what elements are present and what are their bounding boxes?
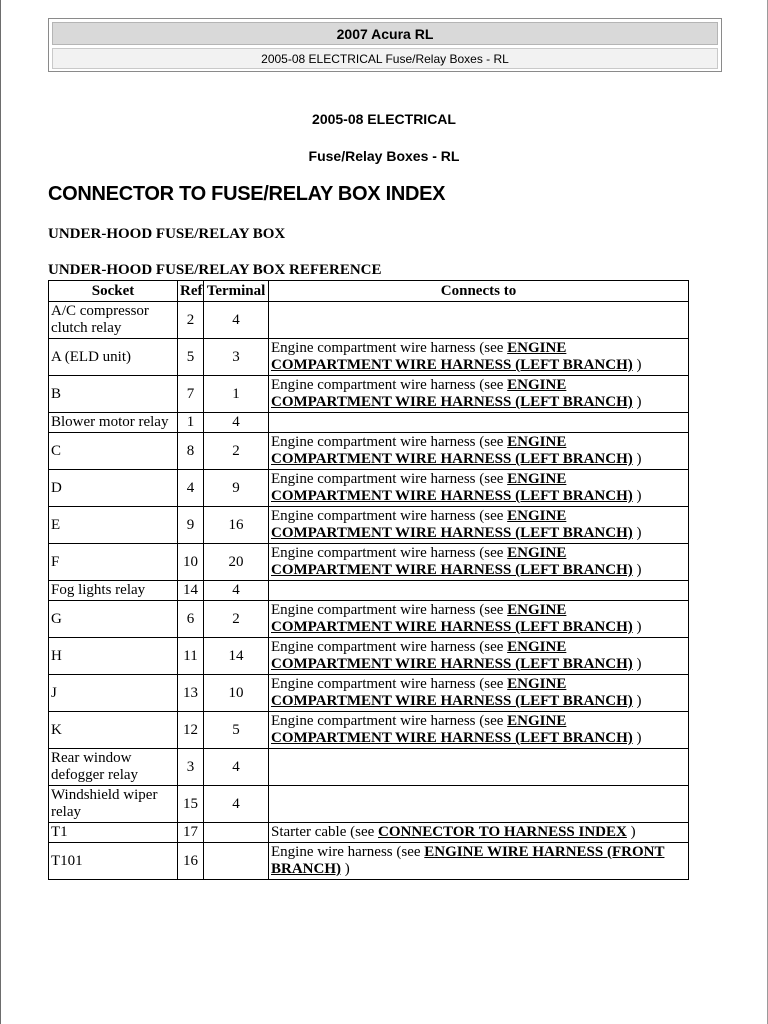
terminal-cell: 4 (204, 413, 269, 433)
ref-cell: 14 (178, 581, 204, 601)
terminal-cell: 2 (204, 433, 269, 470)
terminal-cell: 4 (204, 749, 269, 786)
connects-to-cell (269, 581, 689, 601)
connects-to-suffix: ) (632, 394, 642, 410)
connects-to-cell (269, 712, 689, 749)
table-row (49, 823, 689, 843)
socket-cell: C (49, 433, 178, 470)
connects-to-cell (269, 413, 689, 433)
table-row (49, 581, 689, 601)
ref-cell: 17 (178, 823, 204, 843)
connects-to-suffix: ) (632, 357, 642, 373)
connects-to-text: Engine compartment wire harness (see (271, 676, 508, 692)
ref-cell: 7 (178, 376, 204, 413)
harness-reference-link[interactable]: ENGINE WIRE HARNESS (FRONT BRANCH) (271, 844, 665, 877)
table-row (49, 302, 689, 339)
connects-to-suffix: ) (632, 562, 642, 578)
harness-reference-link[interactable]: ENGINE COMPARTMENT WIRE HARNESS (LEFT BRANCH) (271, 471, 633, 504)
connects-to-suffix: ) (632, 619, 642, 635)
socket-cell: B (49, 376, 178, 413)
ref-cell: 15 (178, 786, 204, 823)
table-body (49, 302, 689, 880)
harness-reference-link[interactable]: ENGINE COMPARTMENT WIRE HARNESS (LEFT BRANCH) (271, 434, 633, 467)
connects-to-cell (269, 638, 689, 675)
table-row (49, 376, 689, 413)
table-row (49, 638, 689, 675)
connects-to-cell (269, 470, 689, 507)
table-row (49, 675, 689, 712)
connects-to-suffix: ) (632, 451, 642, 467)
harness-reference-link[interactable]: ENGINE COMPARTMENT WIRE HARNESS (LEFT BRANCH) (271, 713, 633, 746)
table-row (49, 601, 689, 638)
socket-cell: Blower motor relay (49, 413, 178, 433)
table-row (49, 470, 689, 507)
socket-cell: T1 (49, 823, 178, 843)
connects-to-cell (269, 843, 689, 880)
harness-reference-link[interactable]: ENGINE COMPARTMENT WIRE HARNESS (LEFT BRANCH) (271, 639, 633, 672)
connects-to-suffix: ) (341, 861, 350, 877)
socket-cell: Fog lights relay (49, 581, 178, 601)
terminal-cell (204, 823, 269, 843)
terminal-cell: 20 (204, 544, 269, 581)
terminal-cell: 3 (204, 339, 269, 376)
ref-cell: 9 (178, 507, 204, 544)
connects-to-suffix: ) (632, 488, 642, 504)
ref-cell: 3 (178, 749, 204, 786)
harness-reference-link[interactable]: ENGINE COMPARTMENT WIRE HARNESS (LEFT BRANCH) (271, 377, 633, 410)
connects-to-text: Engine compartment wire harness (see (271, 340, 508, 356)
section-heading: 2005-08 ELECTRICAL (312, 111, 456, 127)
page-header (48, 18, 722, 72)
table-row (49, 544, 689, 581)
connects-to-suffix: ) (632, 525, 642, 541)
ref-cell: 11 (178, 638, 204, 675)
terminal-cell: 5 (204, 712, 269, 749)
connects-to-text: Engine compartment wire harness (see (271, 639, 508, 655)
header-title: 2007 Acura RL (52, 22, 718, 45)
terminal-cell: 16 (204, 507, 269, 544)
terminal-cell: 4 (204, 581, 269, 601)
harness-reference-link[interactable]: ENGINE COMPARTMENT WIRE HARNESS (LEFT BRANCH) (271, 602, 633, 635)
ref-cell: 8 (178, 433, 204, 470)
terminal-cell: 10 (204, 675, 269, 712)
terminal-cell: 4 (204, 302, 269, 339)
connects-to-cell (269, 544, 689, 581)
connects-to-text: Engine compartment wire harness (see (271, 434, 508, 450)
connects-to-text: Engine compartment wire harness (see (271, 471, 508, 487)
harness-reference-link[interactable]: ENGINE COMPARTMENT WIRE HARNESS (LEFT BRANCH) (271, 545, 633, 578)
terminal-cell (204, 843, 269, 880)
column-header-ref: Ref (178, 281, 204, 302)
connects-to-suffix: ) (632, 656, 642, 672)
ref-cell: 6 (178, 601, 204, 638)
table-row (49, 786, 689, 823)
terminal-cell: 4 (204, 786, 269, 823)
socket-cell: E (49, 507, 178, 544)
table-row (49, 749, 689, 786)
column-header-socket: Socket (49, 281, 178, 302)
socket-cell: J (49, 675, 178, 712)
ref-cell: 10 (178, 544, 204, 581)
ref-cell: 13 (178, 675, 204, 712)
connects-to-cell (269, 507, 689, 544)
ref-cell: 16 (178, 843, 204, 880)
socket-cell: Windshield wiper relay (49, 786, 178, 823)
connects-to-text: Starter cable (see (271, 824, 379, 840)
subsection-heading: UNDER-HOOD FUSE/RELAY BOX (48, 226, 286, 242)
connects-to-cell (269, 339, 689, 376)
ref-cell: 12 (178, 712, 204, 749)
harness-reference-link[interactable]: ENGINE COMPARTMENT WIRE HARNESS (LEFT BRANCH) (271, 508, 633, 541)
header-subtitle: 2005-08 ELECTRICAL Fuse/Relay Boxes - RL (52, 48, 718, 69)
table-row (49, 712, 689, 749)
socket-cell: G (49, 601, 178, 638)
socket-cell: H (49, 638, 178, 675)
fuse-relay-reference-table (48, 280, 689, 880)
socket-cell: F (49, 544, 178, 581)
table-row (49, 843, 689, 880)
socket-cell: Rear window defogger relay (49, 749, 178, 786)
connects-to-cell (269, 601, 689, 638)
connects-to-cell (269, 786, 689, 823)
table-header-row (49, 281, 689, 302)
ref-cell: 5 (178, 339, 204, 376)
connects-to-cell (269, 675, 689, 712)
terminal-cell: 2 (204, 601, 269, 638)
table-row (49, 339, 689, 376)
connects-to-cell (269, 302, 689, 339)
connects-to-suffix: ) (632, 693, 642, 709)
connects-to-cell (269, 823, 689, 843)
table-caption: UNDER-HOOD FUSE/RELAY BOX REFERENCE (48, 262, 382, 278)
connects-to-text: Engine compartment wire harness (see (271, 602, 508, 618)
ref-cell: 2 (178, 302, 204, 339)
socket-cell: D (49, 470, 178, 507)
section-subheading: Fuse/Relay Boxes - RL (308, 148, 460, 164)
connects-to-text: Engine compartment wire harness (see (271, 713, 508, 729)
socket-cell: A/C compressor clutch relay (49, 302, 178, 339)
harness-reference-link[interactable]: ENGINE COMPARTMENT WIRE HARNESS (LEFT BRANCH) (271, 340, 633, 373)
ref-cell: 1 (178, 413, 204, 433)
connects-to-suffix: ) (632, 730, 642, 746)
ref-cell: 4 (178, 470, 204, 507)
harness-reference-link[interactable]: CONNECTOR TO HARNESS INDEX (378, 824, 627, 840)
socket-cell: A (ELD unit) (49, 339, 178, 376)
terminal-cell: 1 (204, 376, 269, 413)
connects-to-cell (269, 749, 689, 786)
connects-to-text: Engine compartment wire harness (see (271, 377, 508, 393)
socket-cell: T101 (49, 843, 178, 880)
connects-to-text: Engine compartment wire harness (see (271, 545, 508, 561)
column-header-connects-to: Connects to (269, 281, 689, 302)
connects-to-cell (269, 433, 689, 470)
connects-to-suffix: ) (626, 824, 636, 840)
harness-reference-link[interactable]: ENGINE COMPARTMENT WIRE HARNESS (LEFT BRANCH) (271, 676, 633, 709)
socket-cell: K (49, 712, 178, 749)
connects-to-text: Engine compartment wire harness (see (271, 508, 508, 524)
terminal-cell: 9 (204, 470, 269, 507)
connects-to-cell (269, 376, 689, 413)
table-row (49, 433, 689, 470)
column-header-terminal: Terminal (204, 281, 269, 302)
table-row (49, 413, 689, 433)
document-title: CONNECTOR TO FUSE/RELAY BOX INDEX (48, 183, 446, 205)
table-row (49, 507, 689, 544)
terminal-cell: 14 (204, 638, 269, 675)
connects-to-text: Engine wire harness (see (271, 844, 425, 860)
